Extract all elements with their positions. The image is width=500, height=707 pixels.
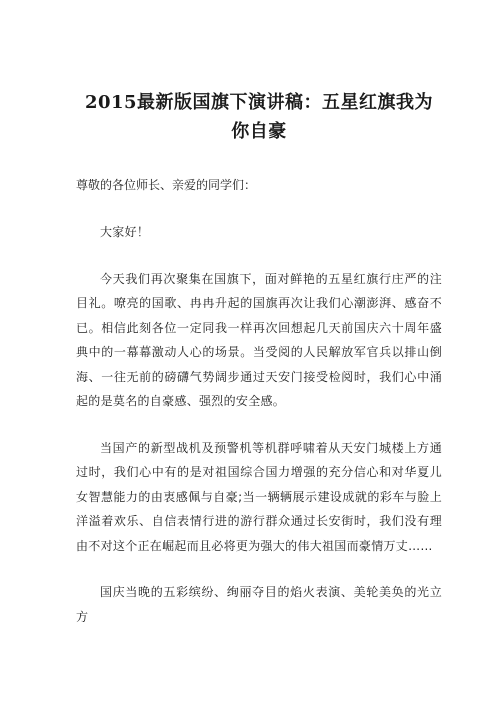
greeting: 大家好！: [100, 225, 150, 239]
paragraph-1: 今天我们再次聚集在国旗下，面对鲜艳的五星红旗行庄严的注目礼。嘹亮的国歌、冉冉升起的国旗再次让我们心潮澎湃、感奋不已。相信此刻各位一定同我一样再次回想起几天前国庆六十周年盛典中的一幕幕激动人心的场景。当受阅的人民解放军官兵以排山倒海、一往无前的磅礴气势阔步通过天安门接受检阅时，我们心中涌起的是莫名的自豪感、强烈的安全感。: [76, 271, 442, 408]
paragraph-3: 国庆当晚的五彩缤纷、绚丽夺目的焰火表演、美轮美奂的光立方: [76, 585, 442, 624]
paragraph-2: 当国产的新型战机及预警机等机群呼啸着从天安门城楼上方通过时，我们心中有的是对祖国综合国力增强的充分信心和对华夏儿女智慧能力的由衷感佩与自豪;当一辆辆展示建设成就的彩车与脸上洋溢着欢乐、自信表情行进的游行群众通过长安街时，我们没有理由不对这个正在崛起而且必将更为强大的伟大祖国而豪情万丈……: [76, 440, 442, 553]
salutation: 尊敬的各位师长、亲爱的同学们：: [76, 178, 257, 192]
document-title: 2015最新版国旗下演讲稿：五星红旗我为你自豪: [84, 92, 434, 142]
